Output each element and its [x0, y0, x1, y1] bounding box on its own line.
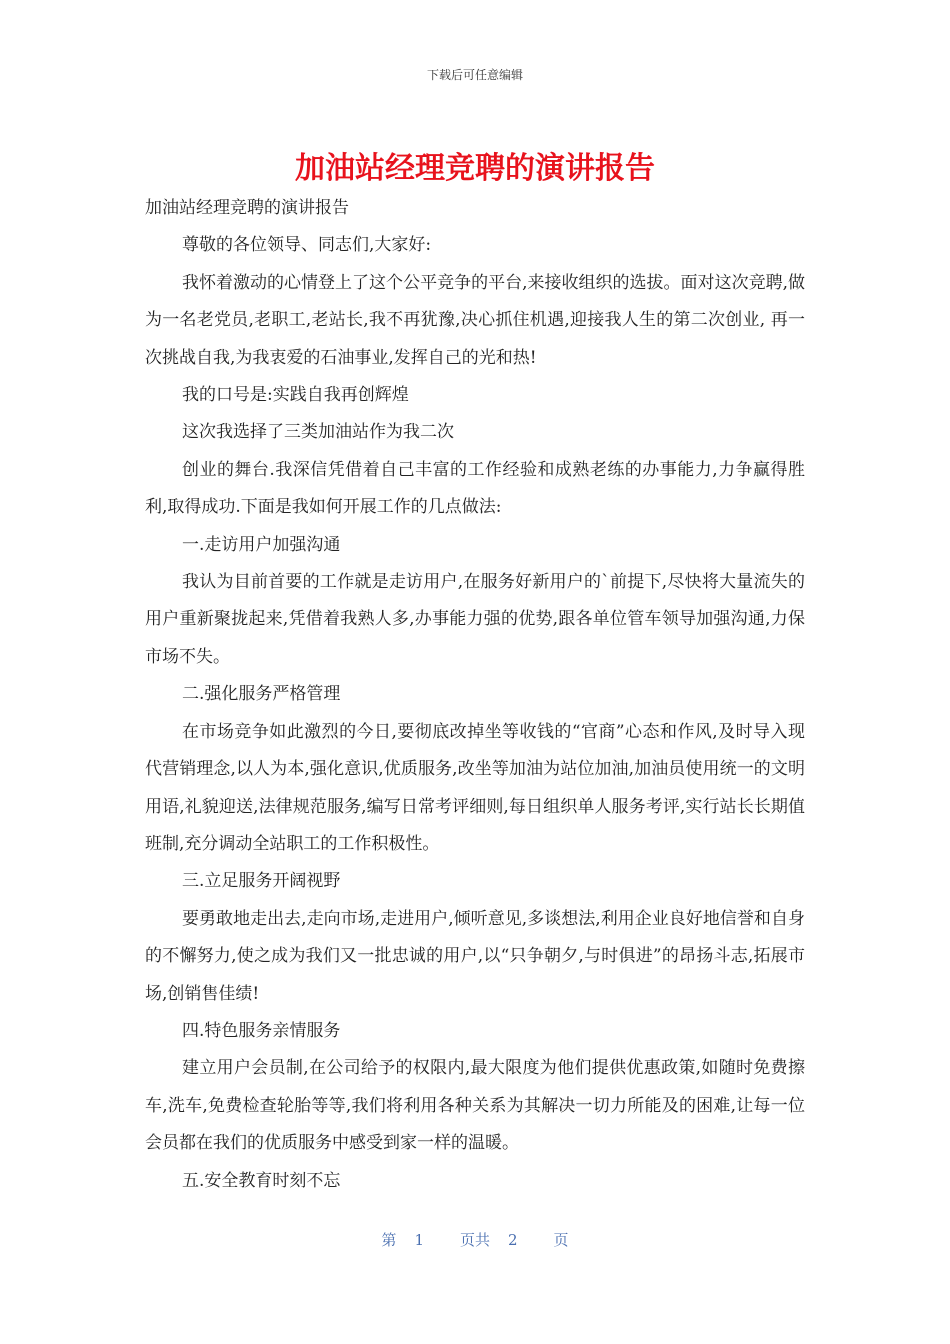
paragraph: 我怀着激动的心情登上了这个公平竞争的平台,来接收组织的选拔。面对这次竞聘,做为一名老党员,老职工,老站长,我不再犹豫,决心抓住机遇,迎接我人生的第二次创业, 再一次挑战自我,为我衷爱的石油事业,发挥自己的光和热! [145, 272, 805, 368]
paragraph: 尊敬的各位领导、同志们,大家好: [182, 235, 432, 256]
document-body [145, 190, 805, 1200]
footer-middle: 页共 [459, 1231, 490, 1249]
paragraph: 我的口号是:实践自我再创辉煌 [182, 385, 409, 406]
section-heading: 四.特色服务亲情服务 [182, 1020, 341, 1041]
document-title: 加油站经理竞聘的演讲报告 [295, 151, 655, 186]
page-footer [0, 1229, 950, 1250]
paragraph: 这次我选择了三类加油站作为我二次 [182, 422, 454, 443]
section-heading: 一.走访用户加强沟通 [182, 534, 341, 555]
footer-page-number: 1 [414, 1231, 424, 1249]
footer-total-pages: 2 [508, 1231, 518, 1249]
paragraph: 要勇敢地走出去,走向市场,走进用户,倾听意见,多谈想法,利用企业良好地信誉和自身的不懈努力,使之成为我们又一批忠诚的用户,以“只争朝夕,与时俱进”的昂扬斗志,拓展市场,创销售佳绩! [145, 908, 805, 1004]
paragraph: 加油站经理竞聘的演讲报告 [145, 198, 349, 218]
section-heading: 二.强化服务严格管理 [182, 684, 341, 705]
paragraph: 我认为目前首要的工作就是走访用户,在服务好新用户的`前提下,尽快将大量流失的用户重新聚拢起来,凭借着我熟人多,办事能力强的优势,跟各单位管车领导加强沟通,力保市场不失。 [145, 572, 805, 667]
header-note: 下载后可任意编辑 [426, 68, 523, 82]
paragraph: 创业的舞台.我深信凭借着自己丰富的工作经验和成熟老练的办事能力,力争赢得胜利,取得成功.下面是我如何开展工作的几点做法: [145, 459, 805, 518]
paragraph: 在市场竞争如此激烈的今日,要彻底改掉坐等收钱的“官商”心态和作风,及时导入现代营销理念,以人为本,强化意识,优质服务,改坐等加油为站位加油,加油员使用统一的文明用语,礼貌迎送,法律规范服务,编写日常考评细则,每日组织单人服务考评,实行站长长期值班制,充分调动全站职工的工作积极性。 [145, 721, 805, 854]
paragraph: 建立用户会员制,在公司给予的权限内,最大限度为他们提供优惠政策,如随时免费擦车,洗车,免费检查轮胎等等,我们将利用各种关系为其解决一切力所能及的困难,让每一位会员都在我们的优质服务中感受到家一样的温暖。 [145, 1058, 805, 1154]
footer-prefix: 第 [381, 1231, 397, 1249]
footer-suffix: 页 [553, 1231, 569, 1249]
section-heading: 三.立足服务开阔视野 [182, 871, 341, 892]
section-heading: 五.安全教育时刻不忘 [182, 1170, 341, 1191]
